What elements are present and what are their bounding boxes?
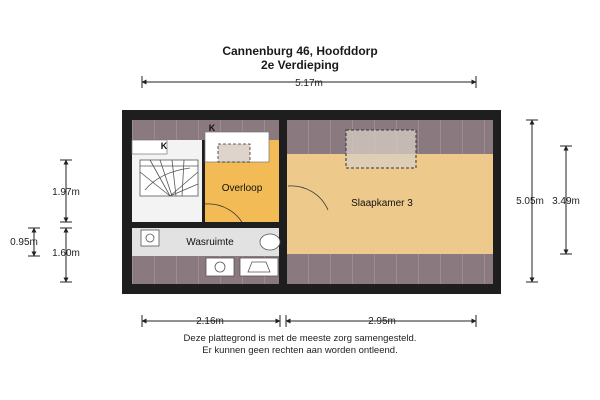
dimension-bottom-left-label: 2.16m	[196, 316, 224, 327]
dimension-left-upper-label: 1.97m	[52, 187, 80, 198]
dimension-right-inner-label: 3.49m	[552, 196, 580, 207]
room-label-overloop: Overloop	[221, 183, 263, 194]
wall-divider-vertical	[279, 120, 287, 284]
dimension-left	[28, 160, 72, 282]
dimension-right-outer-label: 5.05m	[516, 196, 544, 207]
room-label-wasruimte: Wasruimte	[186, 237, 234, 248]
bedroom-roof-slope-bottom	[287, 254, 493, 284]
dimension-bottom-right-label: 2.95m	[368, 316, 396, 327]
disclaimer-line-1: Deze plattegrond is met de meeste zorg samengesteld.	[183, 333, 417, 344]
closet-top-label: K	[208, 123, 216, 133]
dimension-top	[142, 76, 476, 89]
dimension-top-label: 5.17m	[295, 78, 323, 89]
skylight	[346, 130, 416, 168]
dimension-left-small-label: 0.95m	[10, 237, 38, 248]
boiler-icon	[141, 230, 159, 246]
plan-address-title: Cannenburg 46, Hoofddorp	[222, 44, 378, 58]
closet-left-label: K	[160, 141, 168, 151]
sink-icon	[260, 234, 280, 250]
disclaimer-line-2: Er kunnen geen rechten aan worden ontleend.	[202, 345, 398, 356]
landing-skylight	[218, 144, 250, 162]
dimension-left-lower-label: 1.60m	[52, 248, 80, 259]
dryer-icon	[240, 258, 278, 276]
plan-floor-title: 2e Verdieping	[260, 58, 340, 72]
stair-treads	[140, 160, 198, 196]
wall-divider-horizontal	[132, 222, 279, 228]
washer-icon	[206, 258, 234, 276]
dimension-bottom	[142, 315, 476, 327]
room-label-slaapkamer: Slaapkamer 3	[351, 198, 413, 209]
